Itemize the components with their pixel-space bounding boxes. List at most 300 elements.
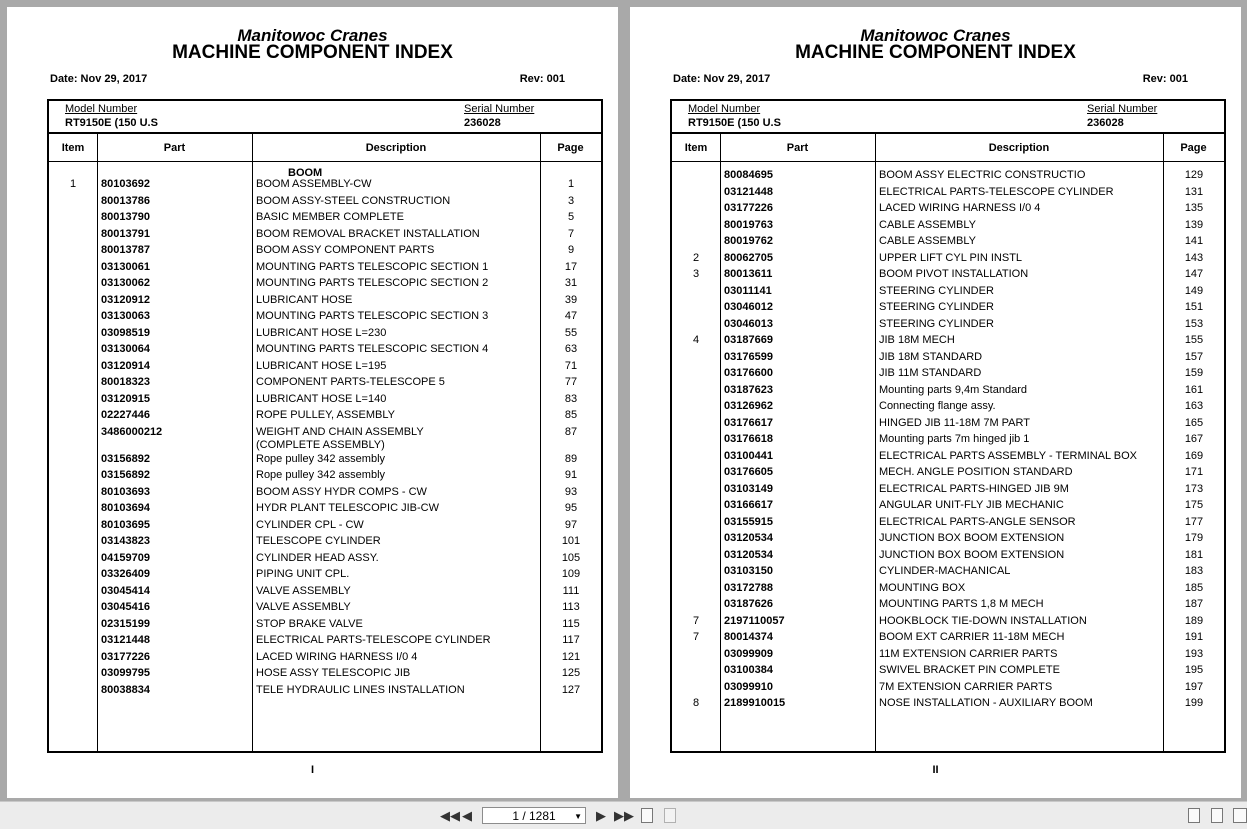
part-description: [879, 318, 1164, 331]
table-row: [49, 651, 601, 668]
page-reference: 179: [1184, 532, 1204, 544]
table-row: [672, 400, 1224, 417]
table-row: [672, 268, 1224, 285]
table-row: [49, 393, 601, 410]
part-number: 03176617: [724, 416, 773, 429]
part-number: 03045414: [101, 584, 150, 597]
model-number-value: RT9150E (150 U.S: [688, 117, 781, 129]
column-header-description: Description: [365, 142, 427, 154]
page-reference: 87: [564, 425, 578, 438]
description-line: ELECTRICAL PARTS-ANGLE SENSOR: [879, 515, 1076, 528]
item-number: 3: [692, 268, 700, 280]
item-number: 7: [692, 631, 700, 643]
table-row: [672, 351, 1224, 368]
table-row: [49, 535, 601, 552]
page-reference: 85: [564, 409, 578, 421]
single-page-view-icon[interactable]: [1188, 808, 1200, 823]
component-index-table: [670, 99, 1226, 753]
part-description: [879, 169, 1164, 182]
index-rows: [49, 167, 601, 700]
page-reference: 195: [1184, 664, 1204, 676]
model-number-label: Model Number: [688, 103, 761, 115]
column-header-page: Page: [557, 142, 584, 154]
row-list: [49, 178, 601, 700]
table-row: [672, 681, 1224, 698]
description-line: HOOKBLOCK TIE-DOWN INSTALLATION: [879, 614, 1087, 627]
page-reference: 199: [1184, 697, 1204, 709]
part-number: 3486000212: [101, 425, 163, 438]
description-line: Mounting parts 7m hinged jib 1: [879, 433, 1030, 445]
description-line: BOOM ASSY-STEEL CONSTRUCTION: [256, 194, 451, 207]
description-line: MOUNTING PARTS TELESCOPIC SECTION 1: [256, 260, 489, 273]
part-number: 03176600: [724, 367, 773, 379]
page-title: MACHINE COMPONENT INDEX: [795, 42, 1076, 63]
table-row: [49, 310, 601, 327]
part-number: 03100384: [724, 664, 773, 676]
table-row: [49, 634, 601, 651]
part-description: [256, 469, 541, 482]
table-row: [672, 582, 1224, 599]
description-line: (COMPLETE ASSEMBLY): [256, 438, 385, 451]
part-description: [256, 535, 541, 548]
part-description: [256, 634, 541, 647]
part-description: [256, 310, 541, 323]
table-row: [49, 667, 601, 684]
page-view-icon[interactable]: [664, 808, 676, 823]
table-row: [672, 450, 1224, 467]
table-row: [49, 486, 601, 503]
component-index-table: [47, 99, 603, 753]
document-page-1: [7, 7, 618, 798]
divider: [672, 161, 1224, 162]
description-line: BOOM REMOVAL BRACKET INSTALLATION: [256, 227, 480, 240]
page-reference: 95: [564, 502, 578, 514]
part-description: [879, 532, 1164, 545]
table-row: [49, 409, 601, 426]
description-line: BOOM ASSY COMPONENT PARTS: [256, 244, 435, 256]
part-description: [256, 568, 541, 581]
description-line: MOUNTING PARTS TELESCOPIC SECTION 3: [256, 310, 489, 322]
part-description: [256, 261, 541, 274]
part-number: 02315199: [101, 617, 150, 630]
table-row: [49, 568, 601, 585]
part-description: [256, 601, 541, 614]
page-reference: 171: [1184, 466, 1204, 478]
page-reference: 39: [564, 293, 578, 306]
page-reference: 135: [1184, 202, 1204, 214]
description-line: MOUNTING PARTS TELESCOPIC SECTION 4: [256, 343, 489, 355]
description-line: Mounting parts 9,4m Standard: [879, 383, 1027, 396]
description-line: LACED WIRING HARNESS I/0 4: [256, 650, 418, 663]
part-number: 03099795: [101, 667, 150, 679]
table-row: [49, 178, 601, 195]
page-reference: 193: [1184, 647, 1204, 660]
column-header-item: Item: [684, 142, 708, 154]
description-line: LUBRICANT HOSE L=140: [256, 392, 387, 405]
page-reference: 185: [1184, 581, 1204, 594]
table-row: [672, 384, 1224, 401]
page-number-value: 1 / 1281: [512, 809, 556, 823]
part-description: [879, 252, 1164, 265]
serial-number-label: Serial Number: [464, 103, 535, 115]
part-description: [256, 651, 541, 664]
description-line: LACED WIRING HARNESS I/0 4: [879, 202, 1041, 214]
description-line: VALVE ASSEMBLY: [256, 601, 351, 613]
table-row: [49, 294, 601, 311]
part-description: [879, 367, 1164, 380]
row-list: [672, 169, 1224, 714]
part-description: [879, 598, 1164, 611]
table-row: [49, 327, 601, 344]
page-reference: 63: [564, 343, 578, 355]
part-number: 03100441: [724, 449, 773, 462]
page-reference: 9: [567, 244, 575, 256]
chevron-down-icon: ▼: [574, 812, 582, 821]
table-row: [672, 235, 1224, 252]
first-page-icon[interactable]: ◀◀: [440, 808, 460, 823]
part-number: 80013611: [724, 268, 773, 280]
item-number: 8: [692, 697, 700, 709]
divider: [672, 132, 1224, 134]
viewer-toolbar: [0, 801, 1247, 829]
page-reference: 141: [1184, 235, 1204, 247]
description-line: BOOM ASSEMBLY-CW: [256, 178, 372, 190]
part-number: 03103149: [724, 482, 773, 495]
description-line: HOSE ASSY TELESCOPIC JIB: [256, 667, 411, 679]
table-row: [49, 376, 601, 393]
page-reference: 165: [1184, 416, 1204, 429]
part-number: 03156892: [101, 452, 150, 465]
part-number: 03176618: [724, 433, 773, 445]
part-number: 80013790: [101, 211, 150, 223]
table-row: [672, 318, 1224, 335]
part-number: 03098519: [101, 326, 150, 339]
document-date: Date: Nov 29, 2017: [50, 73, 148, 85]
description-line: ELECTRICAL PARTS-TELESCOPE CYLINDER: [879, 185, 1114, 198]
column-header-part: Part: [163, 142, 186, 154]
description-line: JUNCTION BOX BOOM EXTENSION: [879, 548, 1065, 561]
description-line: CYLINDER CPL - CW: [256, 518, 364, 531]
part-number: 03172788: [724, 581, 773, 594]
part-number: 03120915: [101, 392, 150, 405]
page-reference: 167: [1184, 433, 1204, 445]
description-line: BOOM ASSY ELECTRIC CONSTRUCTIO: [879, 169, 1086, 181]
part-description: [879, 483, 1164, 496]
page-reference: 77: [564, 376, 578, 388]
page-reference: 97: [564, 518, 578, 531]
part-number: 80103695: [101, 518, 150, 531]
description-line: LUBRICANT HOSE L=230: [256, 326, 387, 339]
description-line: 7M EXTENSION CARRIER PARTS: [879, 680, 1053, 693]
page-reference: 83: [564, 392, 578, 405]
page-reference: 3: [567, 194, 575, 207]
part-number: 03176605: [724, 466, 773, 478]
table-row: [672, 252, 1224, 269]
page-reference: 127: [561, 683, 581, 696]
table-row: [49, 211, 601, 228]
part-description: [256, 294, 541, 307]
model-number-label: Model Number: [65, 103, 138, 115]
table-row: [672, 664, 1224, 681]
serial-number-value: 236028: [1087, 117, 1124, 129]
part-description: [256, 519, 541, 532]
description-line: STEERING CYLINDER: [879, 284, 994, 297]
table-row: [672, 499, 1224, 516]
previous-page-icon[interactable]: ◀: [462, 808, 472, 823]
page-reference: 55: [564, 326, 578, 339]
table-row: [672, 549, 1224, 566]
page-reference: 91: [564, 469, 578, 481]
part-number: 04159709: [101, 551, 150, 564]
part-description: [879, 334, 1164, 347]
description-line: ANGULAR UNIT-FLY JIB MECHANIC: [879, 499, 1064, 511]
description-line: LUBRICANT HOSE L=195: [256, 359, 387, 372]
table-row: [672, 169, 1224, 186]
description-line: WEIGHT AND CHAIN ASSEMBLY: [256, 425, 424, 438]
part-number: 80062705: [724, 251, 773, 264]
page-reference: 71: [564, 359, 578, 372]
part-description: [256, 393, 541, 406]
description-line: MOUNTING BOX: [879, 581, 966, 594]
continuous-view-icon[interactable]: [1211, 808, 1223, 823]
part-description: [256, 376, 541, 389]
item-number: 7: [692, 614, 700, 627]
part-number: 03045416: [101, 601, 150, 613]
table-row: [49, 261, 601, 278]
part-description: [879, 202, 1164, 215]
page-reference: 173: [1184, 482, 1204, 495]
description-line: ROPE PULLEY, ASSEMBLY: [256, 409, 395, 421]
two-page-view-icon[interactable]: [1233, 808, 1247, 823]
table-row: [49, 244, 601, 261]
page-reference: 1: [567, 178, 575, 190]
section-title: BOOM: [288, 167, 323, 179]
table-row: [672, 417, 1224, 434]
table-row: [49, 502, 601, 519]
page-reference: 129: [1184, 169, 1204, 181]
part-description: [879, 466, 1164, 479]
document-date: Date: Nov 29, 2017: [673, 73, 771, 85]
part-description: [256, 195, 541, 208]
divider: [49, 161, 601, 162]
part-number: 03130062: [101, 277, 150, 289]
table-row: [49, 453, 601, 470]
table-row: [49, 552, 601, 569]
part-description: [256, 228, 541, 241]
column-header-item: Item: [61, 142, 85, 154]
item-number: 2: [692, 251, 700, 264]
page-reference: 183: [1184, 565, 1204, 577]
part-number: 80019763: [724, 218, 773, 231]
description-line: STEERING CYLINDER: [879, 317, 994, 330]
part-description: [256, 277, 541, 290]
page-reference: 153: [1184, 317, 1204, 330]
part-number: 03121448: [101, 634, 150, 646]
serial-number-label: Serial Number: [1087, 103, 1158, 115]
page-title: MACHINE COMPONENT INDEX: [172, 42, 453, 63]
description-line: LUBRICANT HOSE: [256, 293, 353, 306]
last-page-icon[interactable]: ▶▶: [614, 808, 634, 823]
part-number: 03121448: [724, 185, 773, 198]
part-description: [879, 384, 1164, 397]
part-description: [256, 502, 541, 515]
table-row: [49, 343, 601, 360]
page-reference: 105: [561, 551, 581, 564]
page-reference: 147: [1184, 268, 1204, 280]
part-description: [256, 409, 541, 422]
part-description: [879, 499, 1164, 512]
page-reference: 143: [1184, 251, 1204, 264]
table-row: [672, 285, 1224, 302]
description-line: 11M EXTENSION CARRIER PARTS: [879, 647, 1058, 660]
part-number: 03130064: [101, 343, 150, 355]
page-reference: 131: [1184, 185, 1204, 198]
description-line: Connecting flange assy.: [879, 400, 996, 412]
part-number: 03046013: [724, 317, 773, 330]
part-number: 03177226: [101, 650, 150, 663]
part-description: [879, 268, 1164, 281]
part-number: 03046012: [724, 301, 773, 313]
part-description: [879, 417, 1164, 430]
description-line: HINGED JIB 11-18M 7M PART: [879, 416, 1030, 429]
table-row: [672, 615, 1224, 632]
rotate-page-icon[interactable]: [641, 808, 653, 823]
page-reference: 175: [1184, 499, 1204, 511]
part-description: [879, 186, 1164, 199]
page-reference: 117: [562, 634, 580, 646]
description-line: VALVE ASSEMBLY: [256, 584, 351, 597]
part-description: [879, 285, 1164, 298]
table-row: [672, 532, 1224, 549]
part-description: [879, 301, 1164, 314]
column-header-part: Part: [786, 142, 809, 154]
description-line: JIB 11M STANDARD: [879, 367, 982, 379]
table-row: [49, 519, 601, 536]
part-number: 03099909: [724, 647, 773, 660]
table-row: [672, 565, 1224, 582]
table-row: [49, 618, 601, 635]
part-description: [879, 631, 1164, 644]
part-number: 2197110057: [724, 614, 785, 627]
table-row: [49, 426, 601, 453]
page-reference: 17: [564, 260, 578, 273]
description-line: MECH. ANGLE POSITION STANDARD: [879, 466, 1073, 478]
page-reference: 159: [1184, 367, 1204, 379]
part-number: 03120534: [724, 532, 773, 544]
table-row: [672, 466, 1224, 483]
page-reference: 125: [561, 667, 581, 679]
part-description: [256, 667, 541, 680]
part-number: 03120534: [724, 548, 773, 561]
document-revision: Rev: 001: [519, 73, 565, 85]
part-description: [879, 433, 1164, 446]
part-description: [879, 400, 1164, 413]
part-number: 03143823: [101, 535, 150, 547]
description-line: CABLE ASSEMBLY: [879, 235, 977, 247]
part-number: 03120912: [101, 293, 150, 306]
page-reference: 139: [1184, 218, 1204, 231]
description-line: STEERING CYLINDER: [879, 301, 994, 313]
description-line: STOP BRAKE VALVE: [256, 617, 363, 630]
part-description: [256, 486, 541, 499]
description-line: COMPONENT PARTS-TELESCOPE 5: [256, 376, 445, 388]
part-description: [879, 664, 1164, 677]
page-reference: 93: [564, 485, 578, 498]
item-number: 1: [69, 178, 77, 190]
table-row: [49, 469, 601, 486]
table-row: [49, 228, 601, 245]
page-reference: 121: [561, 650, 581, 663]
page-reference: 7: [567, 227, 575, 240]
document-page-2: [630, 7, 1241, 798]
part-description: [256, 684, 541, 697]
description-line: BOOM PIVOT INSTALLATION: [879, 268, 1029, 280]
table-row: [672, 648, 1224, 665]
description-line: Rope pulley 342 assembly: [256, 469, 386, 481]
part-number: 80103693: [101, 485, 150, 498]
part-number: 03155915: [724, 515, 773, 528]
part-description: [879, 582, 1164, 595]
part-description: [256, 585, 541, 598]
page-reference: 189: [1184, 614, 1204, 627]
item-number: 4: [692, 334, 700, 346]
page-folio: II: [932, 764, 939, 776]
part-description: [256, 211, 541, 224]
page-reference: 161: [1184, 383, 1204, 396]
table-row: [672, 483, 1224, 500]
part-description: [256, 360, 541, 373]
page-reference: 109: [561, 568, 581, 580]
page-number-select[interactable]: [482, 807, 586, 824]
page-reference: 47: [564, 310, 578, 322]
page-reference: 149: [1184, 284, 1204, 297]
next-page-icon[interactable]: ▶: [596, 808, 606, 823]
part-number: 02227446: [101, 409, 150, 421]
document-revision: Rev: 001: [1142, 73, 1188, 85]
table-row: [672, 301, 1224, 318]
part-number: 03326409: [101, 568, 150, 580]
part-number: 03130061: [101, 260, 150, 273]
description-line: BOOM EXT CARRIER 11-18M MECH: [879, 631, 1065, 643]
part-description: [256, 426, 541, 452]
part-description: [879, 648, 1164, 661]
part-number: 80014374: [724, 631, 773, 643]
company-name: Manitowoc Cranes: [860, 26, 1011, 45]
section-heading: [49, 167, 601, 178]
part-description: [879, 235, 1164, 248]
description-line: NOSE INSTALLATION - AUXILIARY BOOM: [879, 697, 1093, 709]
page-reference: 31: [564, 277, 578, 289]
part-number: 80019762: [724, 235, 773, 247]
table-row: [672, 631, 1224, 648]
description-line: ELECTRICAL PARTS-HINGED JIB 9M: [879, 482, 1069, 495]
part-description: [256, 244, 541, 257]
part-number: 80103694: [101, 502, 150, 514]
part-number: 03011141: [724, 284, 772, 297]
page-reference: 5: [567, 211, 575, 223]
part-number: 03187623: [724, 383, 773, 396]
column-header-page: Page: [1180, 142, 1207, 154]
part-description: [256, 552, 541, 565]
part-number: 03187626: [724, 598, 773, 610]
part-number: 80013787: [101, 244, 150, 256]
part-description: [256, 343, 541, 356]
serial-number-value: 236028: [464, 117, 501, 129]
description-line: CYLINDER HEAD ASSY.: [256, 551, 379, 564]
part-number: 03187669: [724, 334, 773, 346]
part-description: [879, 351, 1164, 364]
part-description: [879, 565, 1164, 578]
